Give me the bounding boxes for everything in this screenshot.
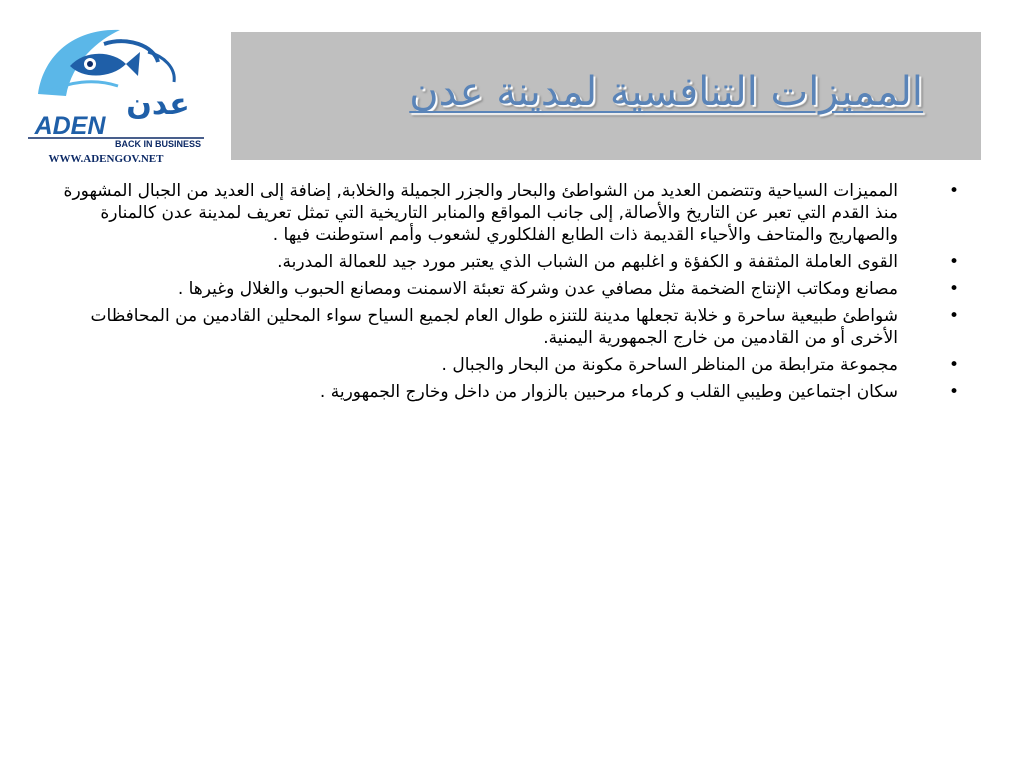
bullet-item	[58, 278, 960, 300]
bullet-icon: •	[948, 252, 960, 272]
logo-name: ADEN	[34, 112, 106, 140]
bullet-icon: •	[948, 279, 960, 299]
bullet-item	[58, 305, 960, 349]
slide-title: المميزات التنافسية لمدينة عدن	[409, 69, 923, 115]
aden-logo	[8, 22, 220, 166]
bullet-text: المميزات السياحية وتتضمن العديد من الشواطئ والبحار والجزر الجميلة والخلابة, إضافة إلى العديد من الجبال المشهورة منذ القدم التي تعبر عن التاريخ والأصالة, إلى جانب المواقع والمنابر التاريخية التي تمثل تعريف لمدينة عدن كالمنارة والصهاريج والمتاحف والأحياء القديمة ذات الطابع الفلكلوري لشعوب وأمم استوطنت فيها .	[63, 181, 898, 245]
bullet-icon: •	[948, 306, 960, 326]
bullet-text: سكان اجتماعين وطيبي القلب و كرماء مرحبين بالزوار من داخل وخارج الجمهورية .	[319, 382, 898, 402]
logo-arabic-name: عدن	[126, 87, 190, 122]
bullet-item	[58, 354, 960, 376]
bullet-icon: •	[948, 181, 960, 201]
bullet-text: مصانع ومكاتب الإنتاج الضخمة مثل مصافي عدن وشركة تعبئة الاسمنت ومصانع الحبوب والغلال وغيرها .	[177, 279, 898, 299]
bullet-item	[58, 381, 960, 403]
title-band	[231, 32, 981, 160]
bullet-item	[58, 180, 960, 246]
bullet-text: القوى العاملة المثقفة و الكفؤة و اغلبهم من الشباب الذي يعتبر مورد جيد للعمالة المدربة.	[277, 252, 898, 272]
bullet-text: مجموعة مترابطة من المناظر الساحرة مكونة من البحار والجبال .	[441, 355, 898, 375]
bullet-list	[58, 180, 960, 408]
logo-tagline: BACK IN BUSINESS	[114, 139, 202, 149]
bullet-item	[58, 251, 960, 273]
bullet-icon: •	[948, 382, 960, 402]
logo-website: WWW.ADENGOV.NET	[48, 153, 164, 165]
aden-logo-graphic	[8, 22, 220, 166]
bullet-icon: •	[948, 355, 960, 375]
bullet-text: شواطئ طبيعية ساحرة و خلابة تجعلها مدينة للتنزه طوال العام لجميع السياح سواء المحلين القادمين من المحافظات الأخرى أو من القادمين من خارج الجمهورية اليمنية.	[90, 306, 898, 348]
